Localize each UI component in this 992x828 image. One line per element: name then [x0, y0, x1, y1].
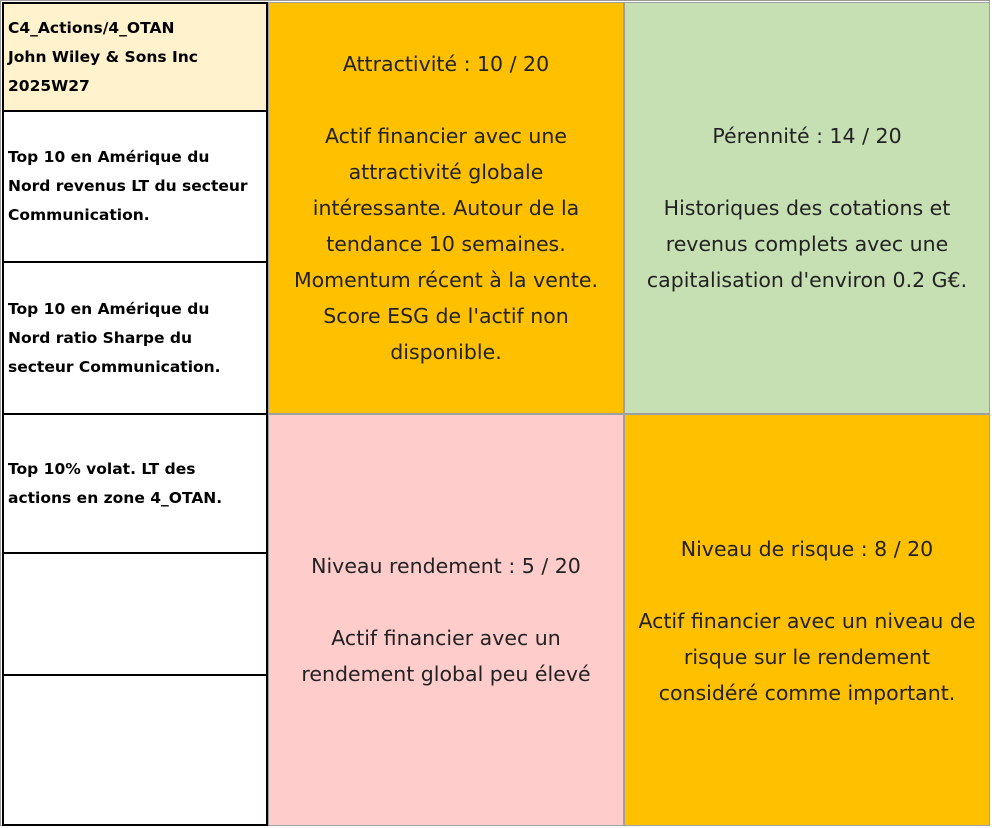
left-cell-text: Top 10% volat. LT des actions en zone 4_OTAN. — [8, 460, 223, 507]
risque-body: Actif financier avec un niveau de risque sur le rendement considéré comme important. — [638, 609, 976, 705]
left-cell-empty-2 — [2, 674, 268, 826]
left-cell-sharpe — [2, 261, 268, 415]
quadrant-perennite — [624, 2, 990, 414]
attractivite-body: Actif financier avec une attractivité globale intéressante. Autour de la tendance 10 semaines. Momentum récent à la vente. Score ESG de l'actif non disponible. — [293, 124, 599, 364]
perennite-title: Pérennité : 14 / 20 — [712, 124, 902, 148]
left-cell-empty-1 — [2, 552, 268, 676]
quadrant-rendement — [268, 414, 624, 826]
header-cell — [2, 2, 268, 112]
left-cell-text: Top 10 en Amérique du Nord revenus LT du secteur Communication. — [8, 148, 248, 224]
left-cell-volat — [2, 413, 268, 554]
quadrant-risque — [624, 414, 990, 826]
quadrant-attractivite — [268, 2, 624, 414]
perennite-body: Historiques des cotations et revenus complets avec une capitalisation d'environ 0.2 G€. — [646, 196, 968, 292]
header-text: C4_Actions/4_OTAN John Wiley & Sons Inc 2025W27 — [8, 19, 198, 95]
left-cell-revenus — [2, 110, 268, 263]
rendement-body: Actif financier avec un rendement global peu élevé — [301, 626, 591, 686]
left-cell-text: Top 10 en Amérique du Nord ratio Sharpe du secteur Communication. — [8, 299, 221, 376]
risque-title: Niveau de risque : 8 / 20 — [680, 537, 934, 561]
attractivite-title: Attractivité : 10 / 20 — [342, 52, 550, 76]
rendement-title: Niveau rendement : 5 / 20 — [311, 554, 581, 578]
